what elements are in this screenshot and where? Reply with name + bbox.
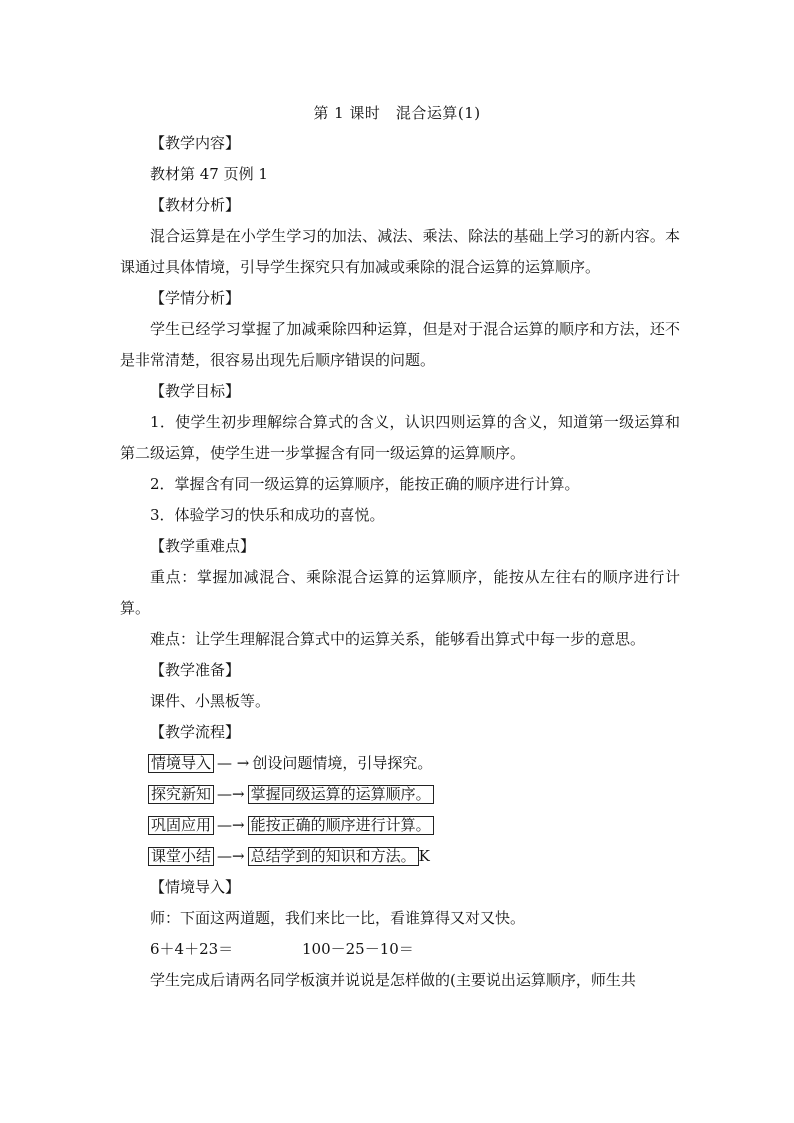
flow-row [120,748,680,779]
section-heading-intro: 【情境导入】 [150,878,241,896]
section-heading-prep: 【教学准备】 [150,661,241,679]
key-point: 重点：掌握加减混合、乘除混合运算的运算顺序，能按从左往右的顺序进行计算。 [120,568,680,617]
content-text: 教材第 47 页例 1 [150,165,268,183]
document-body [120,128,680,996]
intro-text: 师：下面这两道题，我们来比一比，看谁算得又对又快。 [150,909,526,927]
flow-step-box: 情境导入 [148,754,214,773]
flow-suffix: K [418,847,430,865]
expression-1: 6＋4＋23＝ [150,940,234,958]
section-heading-content: 【教学内容】 [150,134,241,152]
flow-arrow: —→ [217,847,245,865]
expression-row [120,934,680,965]
goal-3: 3．体验学习的快乐和成功的喜悦。 [150,506,385,524]
flow-description-box: 总结学到的知识和方法。 [248,847,419,866]
flow-arrow: —→ [217,816,245,834]
flow-arrow: —→ [217,785,245,803]
section-heading-goals: 【教学目标】 [150,382,241,400]
flow-step-box: 探究新知 [148,785,214,804]
student-text: 学生已经学习掌握了加减乘除四种运算，但是对于混合运算的顺序和方法，还不是非常清楚，很容易出现先后顺序错误的问题。 [120,320,680,369]
goal-2: 2．掌握含有同一级运算的运算顺序，能按正确的顺序进行计算。 [150,475,580,493]
flow-description: 创设问题情境，引导探究。 [252,754,433,772]
section-heading-analysis: 【教材分析】 [150,196,241,214]
section-heading-key: 【教学重难点】 [150,537,256,555]
flow-row [120,841,680,872]
flow-description-box: 掌握同级运算的运算顺序。 [248,785,434,804]
flow-description-box: 能按正确的顺序进行计算。 [248,816,434,835]
flow-arrow: — → [217,754,250,772]
flow-row [120,810,680,841]
flow-step-box: 巩固应用 [148,816,214,835]
page-title: 第 1 课时 混合运算(1) [313,104,481,122]
analysis-text: 混合运算是在小学生学习的加法、减法、乘法、除法的基础上学习的新内容。本课通过具体情境，引导学生探究只有加减或乘除的混合运算的运算顺序。 [120,227,680,276]
prep-text: 课件、小黑板等。 [150,692,271,710]
flow-step-box: 课堂小结 [148,847,214,866]
flow-row [120,779,680,810]
final-text: 学生完成后请两名同学板演并说说是怎样做的(主要说出运算顺序，师生共 [150,971,636,989]
expression-2: 100－25－10＝ [302,940,414,958]
section-heading-flow: 【教学流程】 [150,723,241,741]
goal-1: 1．使学生初步理解综合算式的含义，认识四则运算的含义，知道第一级运算和第二级运算，使学生进一步掌握含有同一级运算的运算顺序。 [120,413,680,462]
difficult-point: 难点：让学生理解混合算式中的运算关系，能够看出算式中每一步的意思。 [150,630,646,648]
section-heading-student: 【学情分析】 [150,289,241,307]
